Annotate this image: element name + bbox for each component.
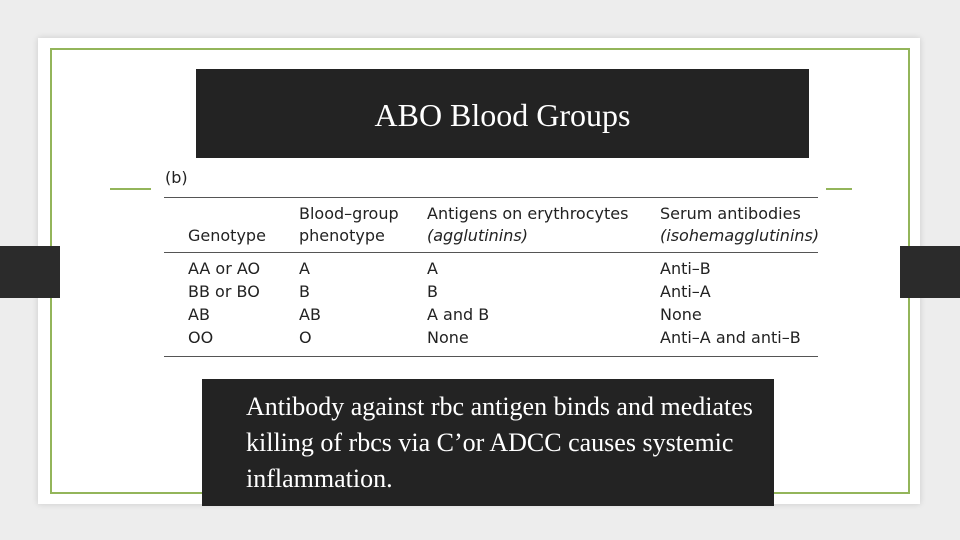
cell-antigens: None (427, 328, 469, 347)
title-box (196, 69, 809, 164)
table-row (151, 259, 826, 282)
cell-antibodies: Anti–B (660, 259, 711, 278)
cell-antibodies: Anti–A (660, 282, 711, 301)
body-text-box (202, 379, 774, 506)
cell-phenotype: A (299, 259, 310, 278)
header-antibodies: Serum antibodies (isohemagglutinins) (660, 204, 820, 245)
left-accent-rule (110, 188, 154, 190)
cell-phenotype: AB (299, 305, 321, 324)
cell-antibodies: None (660, 305, 702, 324)
table-row (151, 305, 826, 328)
right-side-tab (900, 246, 960, 298)
table-row (151, 282, 826, 305)
cell-phenotype: B (299, 282, 310, 301)
cell-phenotype: O (299, 328, 312, 347)
cell-genotype: AA or AO (188, 259, 261, 278)
table-bottom-rule (164, 356, 818, 357)
cell-genotype: OO (188, 328, 214, 347)
table-row (151, 328, 826, 351)
blood-group-table (151, 158, 826, 366)
table-top-rule (164, 197, 818, 198)
body-text: Antibody against rbc antigen binds and mediates killing of rbcs via C’or ADCC causes systemic inflammation. (246, 392, 753, 493)
cell-genotype: AB (188, 305, 210, 324)
left-side-tab (0, 246, 60, 298)
table-body (151, 259, 826, 351)
cell-antigens: A (427, 259, 438, 278)
header-phenotype: Blood–group phenotype (299, 204, 399, 245)
figure-label: (b) (165, 168, 188, 187)
table-header-rule (164, 252, 818, 253)
cell-antigens: A and B (427, 305, 490, 324)
cell-genotype: BB or BO (188, 282, 260, 301)
slide-title: ABO Blood Groups (374, 97, 631, 133)
cell-antibodies: Anti–A and anti–B (660, 328, 801, 347)
header-antigens: Antigens on erythrocytes (agglutinins) (427, 204, 629, 245)
cell-antigens: B (427, 282, 438, 301)
header-genotype: Genotype (188, 226, 266, 245)
